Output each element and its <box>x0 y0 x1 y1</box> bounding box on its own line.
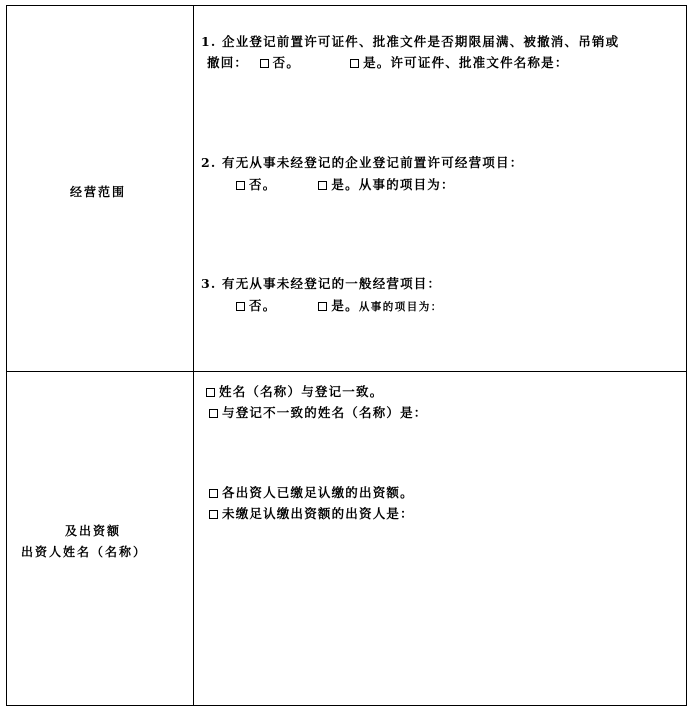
q1-text-line1: 1. 企业登记前置许可证件、批准文件是否期限届满、被撤消、吊销或 <box>201 34 620 49</box>
investor-opt1-label: 姓名（名称）与登记一致。 <box>219 384 384 399</box>
business-scope-row <box>7 6 686 372</box>
business-scope-label: 经营范围 <box>70 185 127 199</box>
annual-report-form-table <box>6 5 687 706</box>
q2-text-line1: 2. 有无从事未经登记的企业登记前置许可经营项目： <box>201 155 524 170</box>
q1-prefix: 撤回： <box>207 55 249 70</box>
investor-opt2-label: 与登记不一致的姓名（名称）是： <box>222 405 428 420</box>
investor-label-line2: 出资人姓名（名称） <box>21 545 148 559</box>
investor-content-cell <box>194 372 686 705</box>
q1-no-label: 否。 <box>272 55 301 70</box>
q1-yes-label: 是。许可证件、批准文件名称是： <box>363 55 569 70</box>
investor-label-line1: 及出资额 <box>65 524 122 538</box>
q3-no-checkbox[interactable] <box>236 302 245 311</box>
q2-no-checkbox[interactable] <box>236 181 245 190</box>
investor-opt1-checkbox[interactable] <box>206 388 215 397</box>
business-scope-label-cell <box>7 6 194 371</box>
q1-no-checkbox[interactable] <box>260 59 269 68</box>
q2-options-line <box>236 175 455 193</box>
q1-yes-checkbox[interactable] <box>350 59 359 68</box>
business-scope-content-cell <box>194 6 686 371</box>
q3-no-label: 否。 <box>249 298 277 313</box>
investor-opt3-checkbox[interactable] <box>209 489 218 498</box>
investor-label-cell <box>7 372 194 705</box>
q2-yes-checkbox[interactable] <box>318 181 327 190</box>
investor-opt4-line <box>209 504 414 522</box>
q3-options-line <box>236 296 443 314</box>
investor-opt4-checkbox[interactable] <box>209 510 218 519</box>
investor-opt1-line <box>206 382 383 400</box>
q1-options-line <box>207 53 569 71</box>
q3-yes-label-b: 从事的项目为： <box>358 301 443 313</box>
q3-yes-label-a: 是。 <box>331 298 359 313</box>
q3-yes-checkbox[interactable] <box>318 302 327 311</box>
q2-no-label: 否。 <box>249 177 277 192</box>
investor-opt3-line <box>209 483 414 501</box>
q2-yes-label: 是。从事的项目为： <box>331 177 455 192</box>
investor-opt2-line <box>209 403 428 421</box>
investor-opt3-label: 各出资人已缴足认缴的出资额。 <box>222 485 414 500</box>
investor-opt4-label: 未缴足认缴出资额的出资人是： <box>222 506 414 521</box>
q3-text-line1: 3. 有无从事未经登记的一般经营项目： <box>201 276 442 291</box>
investor-opt2-checkbox[interactable] <box>209 409 218 418</box>
investor-row <box>7 372 686 705</box>
